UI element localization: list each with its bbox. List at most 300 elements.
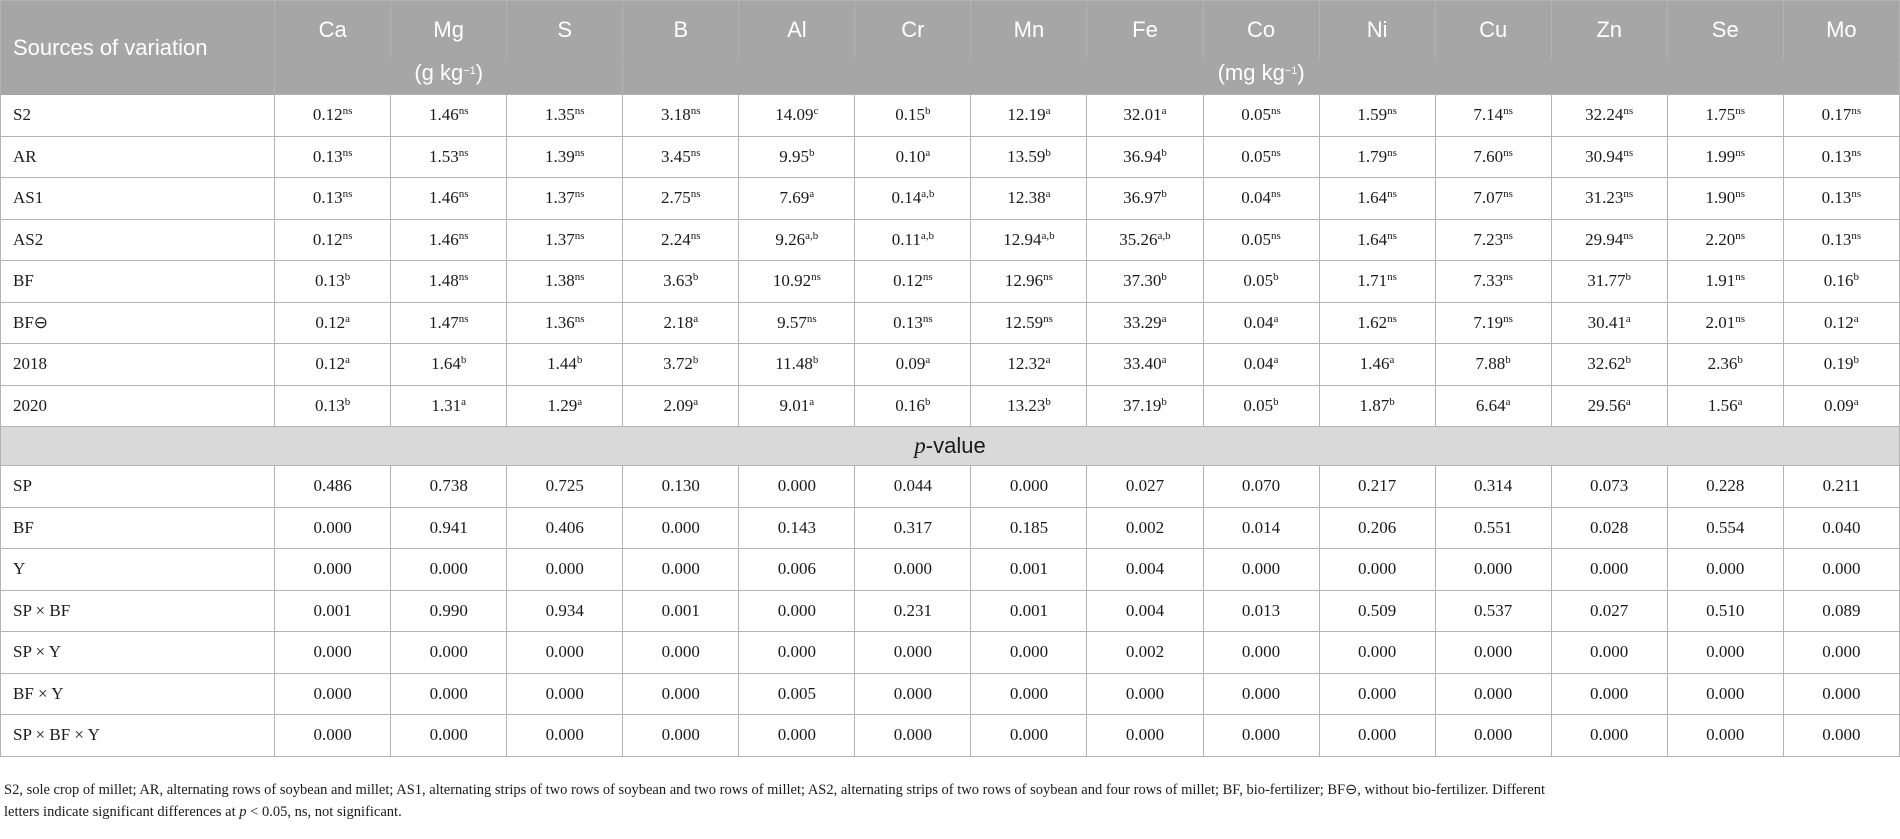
cell-significance: ns [342,146,353,159]
cell-value: 3.63 [663,271,693,291]
cell-significance: ns [1387,229,1397,242]
header-ca: Ca [275,1,391,60]
cell-value: 29.56 [1587,395,1626,415]
table-cell [623,302,739,344]
cell-value: 12.94 [1003,229,1042,249]
cell-significance: a [461,395,467,408]
cell-significance: b [344,395,351,408]
table-cell: 0.028 [1551,507,1667,549]
table-cell [391,178,507,220]
cell-value: 12.96 [1004,271,1044,291]
table-cell [1319,219,1435,261]
table-cell [275,344,391,386]
cell-significance: ns [1503,271,1513,284]
cell-significance: a [1045,354,1051,367]
table-cell [1551,344,1667,386]
cell-significance: b [1045,395,1051,408]
cell-value: 2.09 [663,395,694,415]
cell-value: 0.10 [895,146,926,166]
cell-significance: a [1505,395,1511,408]
cell-significance: ns [1503,229,1513,242]
cell-significance: ns [1735,229,1745,242]
cell-significance: ns [1271,229,1281,242]
table-cell [971,344,1087,386]
cell-value: 0.09 [895,354,926,374]
pvalue-section [1,427,1900,466]
table-cell [855,219,971,261]
cell-value: 0.12 [1824,312,1854,332]
table-cell [1551,302,1667,344]
table-cell [971,178,1087,220]
table-cell [1551,136,1667,178]
table-cell: 0.211 [1783,466,1899,508]
header-mn: Mn [971,1,1087,60]
row-label: SP × Y [1,632,275,674]
table-cell: 0.000 [507,715,623,757]
table-cell: 0.002 [1087,507,1203,549]
table-cell: 0.510 [1667,590,1783,632]
cell-significance: a [1161,105,1167,118]
table-cell: 0.000 [971,632,1087,674]
table-cell: 0.551 [1435,507,1551,549]
table-cell [1087,178,1203,220]
table-cell: 0.000 [623,507,739,549]
table-cell [1667,178,1783,220]
cell-value: 1.53 [428,146,459,166]
table-cell: 0.027 [1087,466,1203,508]
row-label: 2020 [1,385,275,427]
cell-significance: ns [1503,312,1513,325]
cell-value: 1.91 [1705,271,1736,291]
cell-significance: b [1273,271,1279,284]
cell-value: 36.97 [1123,188,1162,208]
table-cell [855,385,971,427]
table-cell: 0.000 [1203,632,1319,674]
cell-value: 6.64 [1475,395,1506,415]
table-cell: 0.000 [1319,673,1435,715]
table-cell: 0.725 [507,466,623,508]
cell-significance: ns [342,188,353,201]
cell-significance: ns [574,105,585,118]
header-se: Se [1667,1,1783,60]
cell-value: 1.29 [547,395,578,415]
table-cell [739,302,855,344]
cell-value: 7.88 [1475,354,1506,374]
header-cr: Cr [855,1,971,60]
row-label: BF [1,507,275,549]
cell-value: 1.59 [1357,105,1388,125]
cell-value: 1.44 [547,354,577,374]
cell-value: 2.01 [1705,312,1736,332]
table-cell [739,219,855,261]
table-cell [855,261,971,303]
cell-value: 11.48 [775,354,813,374]
cell-value: 3.72 [663,354,693,374]
table-cell [1667,302,1783,344]
table-cell: 0.000 [275,507,391,549]
table-cell [1319,344,1435,386]
cell-value: 1.46 [428,188,459,208]
cell-significance: b [1853,271,1859,284]
table-row [1,261,1900,303]
table-cell [739,344,855,386]
cell-significance: ns [1503,146,1513,159]
header-s: S [507,1,623,60]
table-header [1,1,1900,95]
table-cell [1319,95,1435,137]
cell-significance: ns [574,146,585,159]
table-cell: 0.001 [623,590,739,632]
cell-value: 37.30 [1123,271,1162,291]
cell-significance: ns [574,271,585,284]
header-cu: Cu [1435,1,1551,60]
table-cell [1203,344,1319,386]
table-cell: 0.217 [1319,466,1435,508]
cell-significance: b [692,354,699,367]
cell-significance: ns [690,229,701,242]
cell-value: 1.62 [1357,312,1388,332]
cell-significance: ns [1271,105,1281,118]
cell-significance: ns [1735,105,1745,118]
cell-value: 0.04 [1241,188,1272,208]
table-cell: 0.000 [275,549,391,591]
cell-significance: a [1273,312,1279,325]
table-cell: 0.000 [1551,715,1667,757]
cell-significance: a [1161,354,1167,367]
header-fe: Fe [1087,1,1203,60]
table-cell [1783,95,1899,137]
cell-significance: b [1273,395,1279,408]
table-cell [1667,344,1783,386]
table-cell [855,302,971,344]
row-label: SP [1,466,275,508]
table-cell [391,136,507,178]
cell-significance: ns [1735,188,1745,201]
table-cell [1435,95,1551,137]
cell-significance: a [345,312,350,325]
cell-value: 31.23 [1585,188,1624,208]
cell-value: 1.37 [544,229,575,249]
cell-significance: ns [1623,146,1634,159]
table-cell [1319,261,1435,303]
row-label: Y [1,549,275,591]
units-row [1,60,1900,95]
table-cell: 0.000 [275,673,391,715]
table-cell [971,136,1087,178]
table-cell [1087,302,1203,344]
cell-value: 0.12 [315,354,346,374]
table-cell: 0.000 [391,632,507,674]
cell-value: 0.05 [1243,271,1274,291]
cell-significance: a [925,354,931,367]
cell-value: 0.12 [312,229,343,249]
table-cell: 0.934 [507,590,623,632]
table-cell: 0.000 [507,632,623,674]
table-cell [1783,178,1899,220]
cell-value: 13.23 [1007,395,1046,415]
cell-value: 0.19 [1823,354,1854,374]
table-cell [391,219,507,261]
cell-value: 35.26 [1119,229,1158,249]
table-cell: 0.000 [507,673,623,715]
table-cell [1319,302,1435,344]
row-label: BF × Y [1,673,275,715]
cell-value: 0.16 [895,395,926,415]
table-cell [739,136,855,178]
cell-value: 7.19 [1473,312,1504,332]
cell-significance: ns [1271,146,1281,159]
cell-value: 7.69 [779,188,810,208]
table-cell [1783,261,1899,303]
cell-value: 0.12 [315,312,346,332]
cell-significance: b [1737,354,1743,367]
cell-value: 0.05 [1241,229,1272,249]
table-cell [275,219,391,261]
table-cell: 0.027 [1551,590,1667,632]
cell-significance: ns [1623,229,1634,242]
table-cell [1087,219,1203,261]
cell-value: 1.46 [428,229,459,249]
table-row [1,715,1900,757]
unit-g-per-kg: (g $kg^{-1}$) [275,60,623,95]
table-cell: 0.000 [1319,549,1435,591]
table-cell [1667,136,1783,178]
table-cell [623,219,739,261]
cell-significance: a [1853,395,1859,408]
cell-value: 37.19 [1123,395,1162,415]
table-cell: 0.070 [1203,466,1319,508]
cell-significance: b [1161,146,1167,159]
table-cell: 0.000 [739,715,855,757]
cell-significance: ns [690,146,701,159]
table-cell [1783,344,1899,386]
cell-value: 0.13 [893,312,923,332]
table-cell [1435,178,1551,220]
cell-value: 1.79 [1357,146,1388,166]
cell-significance: ns [458,105,469,118]
cell-value: 0.05 [1241,146,1272,166]
row-label: AS1 [1,178,275,220]
table-cell: 0.000 [1203,715,1319,757]
cell-value: 0.05 [1241,105,1272,125]
cell-value: 12.59 [1004,312,1044,332]
cell-value: 14.09 [775,105,814,125]
table-cell: 0.000 [391,673,507,715]
table-cell: 0.004 [1087,590,1203,632]
cell-value: 0.17 [1821,105,1852,125]
cell-value: 1.99 [1705,146,1736,166]
table-cell: 0.000 [1783,715,1899,757]
cell-significance: b [1853,354,1859,367]
cell-significance: b [1505,354,1511,367]
table-cell: 0.073 [1551,466,1667,508]
cell-value: 7.60 [1473,146,1504,166]
cell-value: 32.01 [1123,105,1162,125]
table-cell [1087,344,1203,386]
cell-value: 9.57 [777,312,807,332]
cell-significance: ns [1735,271,1745,284]
table-cell: 0.013 [1203,590,1319,632]
table-cell [855,178,971,220]
cell-significance: ns [922,312,933,325]
cell-significance: a [925,146,931,159]
table-cell: 0.000 [1203,673,1319,715]
cell-value: 0.09 [1824,395,1854,415]
cell-significance: b [1389,395,1395,408]
cell-value: 1.31 [431,395,462,415]
table-cell: 0.000 [971,466,1087,508]
cell-value: 1.64 [1357,188,1388,208]
cell-value: 9.95 [779,146,809,166]
table-cell: 0.000 [1551,632,1667,674]
cell-significance: a,b [921,188,935,201]
cell-value: 33.40 [1123,354,1162,374]
table-cell [1551,261,1667,303]
cell-significance: a [809,188,815,201]
cell-significance: ns [1735,312,1745,325]
cell-value: 1.39 [544,146,575,166]
cell-significance: a [1853,312,1859,325]
cell-value: 1.37 [544,188,575,208]
table-cell [275,261,391,303]
table-cell [1087,95,1203,137]
cell-significance: ns [922,271,933,284]
cell-value: 7.23 [1473,229,1504,249]
table-cell: 0.000 [1551,549,1667,591]
table-cell [1203,178,1319,220]
table-cell [507,219,623,261]
table-row [1,507,1900,549]
cell-value: 31.77 [1587,271,1626,291]
table-row [1,136,1900,178]
row-label: 2018 [1,344,275,386]
cell-significance: a [1045,105,1051,118]
table-cell: 0.000 [739,632,855,674]
cell-value: 7.33 [1473,271,1504,291]
table-cell: 0.000 [855,673,971,715]
cell-value: 2.75 [661,188,691,208]
cell-significance: ns [1503,105,1513,118]
table-cell [971,261,1087,303]
table-cell: 0.000 [855,632,971,674]
cell-significance: a [577,395,583,408]
table-cell [391,344,507,386]
row-label: BF [1,261,275,303]
cell-significance: b [925,395,931,408]
table-cell [1551,219,1667,261]
table-row [1,219,1900,261]
table-cell: 0.000 [1667,549,1783,591]
table-cell: 0.406 [507,507,623,549]
table-cell [623,385,739,427]
cell-significance: a [345,354,350,367]
cell-value: 1.46 [1359,354,1390,374]
cell-value: 1.47 [428,312,459,332]
table-cell [1783,302,1899,344]
cell-significance: ns [1851,229,1862,242]
table-cell [1435,261,1551,303]
cell-value: 7.07 [1473,188,1504,208]
row-label: AR [1,136,275,178]
table-cell [739,95,855,137]
cell-significance: ns [811,271,821,284]
table-cell [1435,219,1551,261]
cell-significance: ns [1387,188,1397,201]
cell-significance: b [1161,271,1167,284]
table-row [1,302,1900,344]
table-cell: 0.001 [971,549,1087,591]
table-cell [1435,302,1551,344]
cell-value: 2.18 [663,312,694,332]
table-cell: 0.000 [1783,549,1899,591]
table-cell [971,302,1087,344]
cell-value: 0.13 [1821,188,1852,208]
footnote-line-2: letters indicate significant differences at p < 0.05, ns, not significant. [4,804,402,820]
cell-value: 1.36 [544,312,575,332]
cell-significance: b [1625,271,1632,284]
cell-significance: ns [1503,188,1513,201]
cell-value: 3.45 [661,146,691,166]
cell-value: 36.94 [1123,146,1162,166]
pvalue-body [1,466,1900,757]
table-cell: 0.486 [275,466,391,508]
table-cell: 0.000 [1087,673,1203,715]
table-cell [275,95,391,137]
table-cell [1087,385,1203,427]
cell-significance: a,b [1041,229,1055,242]
table-cell [1087,136,1203,178]
cell-value: 13.59 [1007,146,1046,166]
cell-significance: a [1625,312,1631,325]
table-cell: 0.000 [1319,632,1435,674]
cell-significance: ns [574,312,585,325]
table-cell [855,95,971,137]
table-cell [1203,302,1319,344]
cell-value: 0.13 [312,188,343,208]
table-cell [1783,136,1899,178]
table-cell [391,385,507,427]
cell-value: 32.62 [1587,354,1626,374]
cell-value: 1.90 [1705,188,1736,208]
cell-value: 0.05 [1243,395,1274,415]
table-cell: 0.185 [971,507,1087,549]
cell-significance: ns [1851,105,1862,118]
table-cell: 0.231 [855,590,971,632]
cell-significance: ns [1735,146,1745,159]
cell-significance: ns [1043,312,1053,325]
cell-significance: ns [1387,146,1397,159]
table-cell: 0.738 [391,466,507,508]
cell-value: 0.16 [1823,271,1854,291]
table-cell: 0.000 [1667,673,1783,715]
cell-significance: a [1389,354,1395,367]
table-cell [275,302,391,344]
table-cell [1667,385,1783,427]
table-cell [507,136,623,178]
cell-value: 0.04 [1243,312,1274,332]
table-cell: 0.005 [739,673,855,715]
cell-value: 1.87 [1359,395,1390,415]
table-cell [971,95,1087,137]
table-cell [971,219,1087,261]
table-cell [855,344,971,386]
table-cell: 0.000 [855,715,971,757]
table-cell [275,136,391,178]
table-cell: 0.089 [1783,590,1899,632]
table-cell: 0.000 [391,715,507,757]
cell-value: 0.15 [895,105,926,125]
table-row [1,95,1900,137]
